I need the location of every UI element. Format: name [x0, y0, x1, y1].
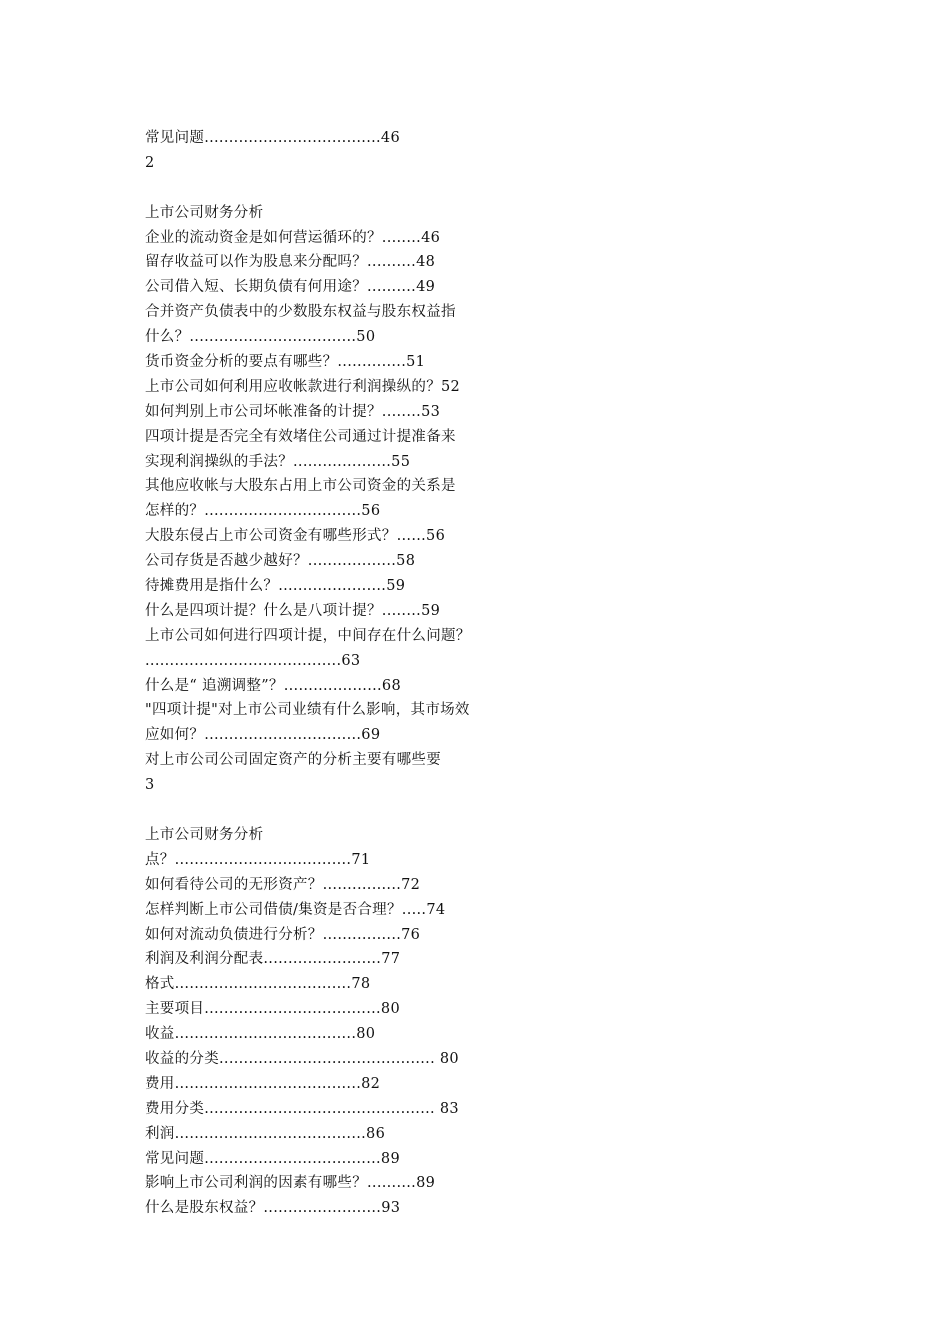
toc-entry: 费用......................................82	[145, 1075, 381, 1092]
toc-entry: 货币资金分析的要点有哪些？..............51	[145, 354, 426, 371]
toc-entry: 留存收益可以作为股息来分配吗？..........48	[145, 254, 436, 271]
toc-entry: 企业的流动资金是如何营运循环的？........46	[145, 229, 441, 246]
toc-entry: 对上市公司公司固定资产的分析主要有哪些要	[145, 752, 441, 769]
toc-entry: 如何看待公司的无形资产？................72	[145, 876, 421, 893]
toc-entry: 合并资产负债表中的少数股东权益与股东权益指	[145, 304, 456, 321]
running-header: 上市公司财务分析	[145, 204, 264, 221]
toc-entry: 怎样判断上市公司借债/集资是否合理？.....74	[145, 901, 446, 918]
toc-entry: 影响上市公司利润的因素有哪些？..........89	[145, 1175, 436, 1192]
toc-entry: 主要项目....................................80	[145, 1001, 400, 1018]
toc-entry: 收益.....................................80	[145, 1026, 376, 1043]
toc-entry: 收益的分类............................................ 80	[145, 1050, 459, 1067]
toc-entry: 其他应收帐与大股东占用上市公司资金的关系是	[145, 478, 456, 495]
toc-entry: 四项计提是否完全有效堵住公司通过计提准备来	[145, 428, 456, 445]
toc-entry: 费用分类............................................... 83	[145, 1100, 459, 1117]
toc-entry: 上市公司如何进行四项计提，中间存在什么问题？	[145, 627, 471, 644]
toc-entry: 待摊费用是指什么？......................59	[145, 578, 406, 595]
toc-entry: 点？....................................71	[145, 851, 371, 868]
toc-entry: 如何判别上市公司坏帐准备的计提？........53	[145, 403, 441, 420]
toc-entry: 什么是股东权益？........................93	[145, 1200, 401, 1217]
toc-entry: 大股东侵占上市公司资金有哪些形式？......56	[145, 528, 446, 545]
toc-entry: 利润及利润分配表........................77	[145, 951, 401, 968]
toc-entry: 利润.......................................86	[145, 1125, 386, 1142]
page-number: 2	[145, 154, 155, 171]
toc-entry: 什么是四项计提？什么是八项计提？........59	[145, 602, 441, 619]
toc-entry: 常见问题....................................89	[145, 1150, 400, 1167]
toc-page	[145, 126, 565, 1221]
blank-line	[145, 798, 565, 823]
toc-entry: 应如何？................................69	[145, 727, 381, 744]
blank-line	[145, 176, 565, 201]
toc-entry: 什么是“ 追溯调整”？....................68	[145, 677, 401, 694]
toc-entry: 公司借入短、长期负债有何用途？..........49	[145, 279, 436, 296]
toc-entry: 格式....................................78	[145, 976, 371, 993]
toc-entry: 实现利润操纵的手法？....................55	[145, 453, 411, 470]
toc-entry: 公司存货是否越少越好？..................58	[145, 553, 416, 570]
running-header: 上市公司财务分析	[145, 826, 264, 843]
toc-entry: 怎样的？................................56	[145, 503, 381, 520]
page-number: 3	[145, 777, 155, 794]
toc-entry: 常见问题....................................46	[145, 130, 400, 146]
toc-entry: "四项计提"对上市公司业绩有什么影响，其市场效	[145, 702, 470, 719]
toc-entry: 上市公司如何利用应收帐款进行利润操纵的？52	[145, 378, 461, 395]
toc-entry: ........................................63	[145, 652, 361, 669]
toc-entry: 如何对流动负债进行分析？................76	[145, 926, 421, 943]
toc-entry: 什么？..................................50	[145, 329, 376, 346]
